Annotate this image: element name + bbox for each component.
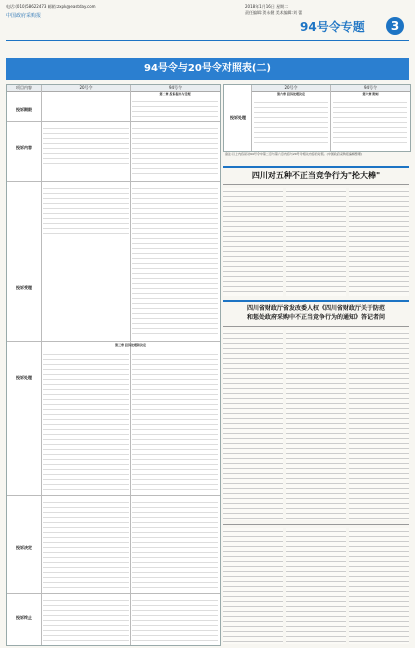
table-note: 备注:以上内容是对94号令中第二章与第六章内容与20号令相关内容的对照。(中国政府采购报编辑整理) <box>225 152 362 156</box>
article-rule <box>223 326 409 327</box>
text-block <box>254 99 328 147</box>
text-block <box>43 597 129 641</box>
text-block <box>132 499 218 589</box>
article-column <box>286 528 346 644</box>
text-block <box>132 98 218 120</box>
header-rule <box>6 40 409 41</box>
col-header-20: 20号令 <box>252 85 330 92</box>
comparison-table-continued <box>223 84 411 152</box>
col-header-20: 20号令 <box>42 85 130 92</box>
row-label-terminate: 投诉终止 <box>16 615 32 620</box>
page-header <box>0 0 415 56</box>
col-header-item: 项目内容 <box>7 85 41 92</box>
text-block <box>43 185 129 237</box>
text-block <box>43 499 129 589</box>
article-column <box>223 528 283 644</box>
article-column <box>223 330 283 520</box>
article-column <box>349 330 409 520</box>
col-header-94: 94号令 <box>331 85 410 92</box>
row-divider <box>7 495 220 496</box>
text-block <box>43 351 129 491</box>
text-block <box>43 125 129 167</box>
text-block <box>333 99 407 147</box>
text-block <box>132 351 218 491</box>
article-column <box>223 188 283 296</box>
subheading-ch3: 第三章 投诉处理和决定 <box>114 343 147 347</box>
text-block <box>132 597 218 641</box>
row-label-process: 投诉处理 <box>230 115 246 120</box>
article-rule <box>223 184 409 185</box>
article-title-2 <box>223 304 409 322</box>
article-title-2-line2: 和惩处政府采购中不正当竞争行为的通知》答记者问 <box>246 314 385 321</box>
row-divider <box>7 593 220 594</box>
table-vline <box>41 85 42 645</box>
row-label-decision: 投诉决定 <box>16 545 32 550</box>
row-label-accept: 投诉受理 <box>16 285 32 290</box>
article-column <box>286 330 346 520</box>
page-number: 3 <box>386 17 404 35</box>
table-vline <box>251 85 252 151</box>
row-divider <box>7 341 220 342</box>
banner-title: 94号令与20号令对照表(二) <box>6 58 409 80</box>
editor-line: 责任编辑:贺永健 美术编辑:刘 蕾 <box>245 10 303 15</box>
article-title-2-line1: 四川省财政厅省发改委人权《四川省财政厅关于防范 <box>246 305 385 312</box>
header-left <box>6 4 96 19</box>
text-block <box>132 185 218 335</box>
col-header-94: 94号令 <box>131 85 220 92</box>
row-label-process: 投诉处理 <box>16 375 32 380</box>
row-label-period: 投诉期限 <box>16 107 32 112</box>
contact-line: 电话:(010)58622473 邮箱:zxpk@eastday.com <box>6 4 96 9</box>
row-label-content: 投诉内容 <box>16 145 32 150</box>
article-title-1: 四川对五种不正当竞争行为"抡大棒" <box>251 171 381 180</box>
date-line: 2018年1月16日 星期二 <box>245 4 289 9</box>
article-rule <box>223 166 409 168</box>
table-vline <box>130 85 131 645</box>
article-column <box>349 188 409 296</box>
article-rule <box>223 300 409 302</box>
header-mid <box>245 4 302 16</box>
section-title: 94号令专题 <box>300 20 365 34</box>
row-divider <box>7 121 220 122</box>
text-block <box>132 125 218 177</box>
subheading-ch6-94: 第六章 附则 <box>362 92 379 96</box>
article-rule <box>223 524 409 525</box>
article-column <box>286 188 346 296</box>
subheading-ch2: 第二章 投诉提出与受理 <box>159 92 191 96</box>
article-column <box>349 528 409 644</box>
table-vline <box>330 85 331 151</box>
comparison-table <box>6 84 221 646</box>
paper-name: 中国政府采购报 <box>6 13 42 19</box>
subheading-ch6-20: 第六章 投诉处理决定 <box>276 92 306 96</box>
row-divider <box>7 181 220 182</box>
